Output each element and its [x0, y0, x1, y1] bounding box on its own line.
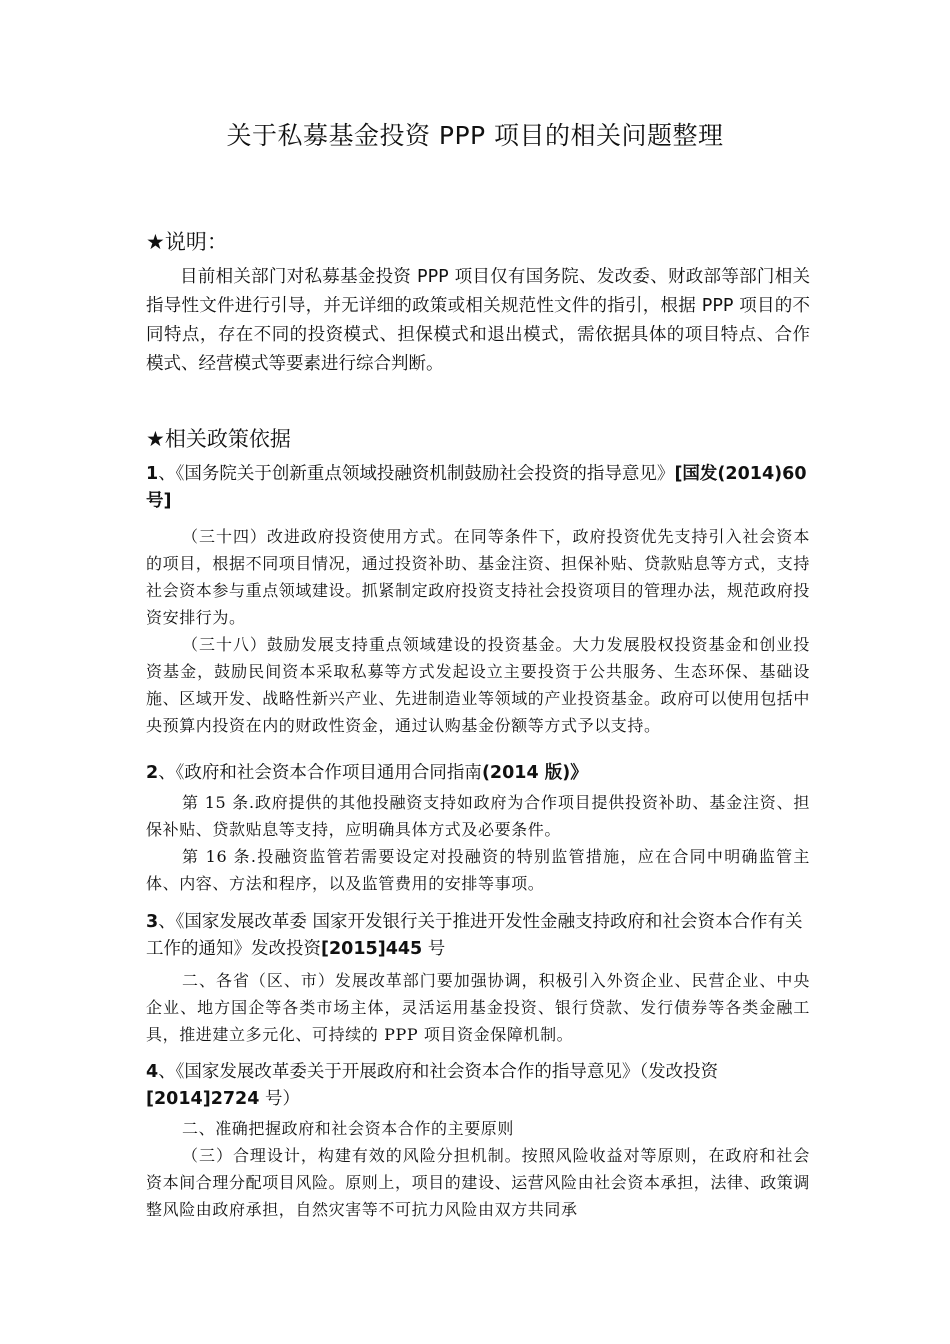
item-doc-number: [2015]445 — [321, 939, 423, 959]
item-title-suffix: 号） — [259, 1089, 300, 1109]
description-paragraph: 目前相关部门对私募基金投资 PPP 项目仅有国务院、发改委、财政部等部门相关指导性文件进行引导，并无详细的政策或相关规范性文件的指引，根据 PPP 项目的不同特点，存在不同的投资模式、担保模式和退出模式，需依据具体的项目特点、合作模式、经营模式等要素进行综合判断。 — [146, 267, 810, 374]
item-title-suffix: 号 — [422, 939, 446, 959]
policy-item-1 — [146, 461, 810, 739]
item-title-text: 、《国家发展改革委 国家开发银行关于推进开发性金融支持政府和社会资本合作有关工作的通知》发改投资 — [146, 912, 803, 959]
policy-item-4 — [146, 1059, 810, 1223]
policy-paragraph: 第 15 条.政府提供的其他投融资支持如政府为合作项目提供投资补助、基金注资、担保补贴、贷款贴息等支持，应明确具体方式及必要条件。 — [146, 793, 810, 839]
item-doc-number: (2014 版)》 — [481, 763, 588, 783]
policy-paragraph: 第 16 条.投融资监管若需要设定对投融资的特别监管措施，应在合同中明确监管主体、内容、方法和程序，以及监管费用的安排等事项。 — [146, 847, 810, 893]
policy-paragraph: （三）合理设计，构建有效的风险分担机制。按照风险收益对等原则，在政府和社会资本间合理分配项目风险。原则上，项目的建设、运营风险由社会资本承担，法律、政策调整风险由政府承担，自然灾害等不可抗力风险由双方共同承 — [146, 1146, 811, 1219]
policy-item-3 — [146, 909, 810, 1048]
item-doc-number: [2014]2724 — [146, 1089, 260, 1109]
policy-paragraph: 二、各省（区、市）发展改革部门要加强协调，积极引入外资企业、民营企业、中央企业、地方国企等各类市场主体，灵活运用基金投资、银行贷款、发行债券等各类金融工具，推进建立多元化、可持续的 PPP 项目资金保障机制。 — [146, 971, 810, 1044]
policy-paragraph: （三十四）改进政府投资使用方式。在同等条件下，政府投资优先支持引入社会资本的项目，根据不同项目情况，通过投资补助、基金注资、担保补贴、贷款贴息等方式，支持社会资本参与重点领域建设。抓紧制定政府投资支持社会投资项目的管理办法，规范政府投资安排行为。 — [146, 527, 811, 627]
item-title-text: 、《政府和社会资本合作项目通用合同指南 — [158, 763, 482, 783]
policy-paragraph: 二、准确把握政府和社会资本合作的主要原则 — [182, 1119, 515, 1138]
policy-item-2 — [146, 760, 810, 897]
item-number: 3 — [146, 912, 159, 932]
policy-item-title — [146, 1059, 810, 1113]
policy-paragraph: （三十八）鼓励发展支持重点领域建设的投资基金。大力发展股权投资基金和创业投资基金，鼓励民间资本采取私募等方式发起设立主要投资于公共服务、生态环保、基础设施、区域开发、战略性新兴产业、先进制造业等领域的产业投资基金。政府可以使用包括中央预算内投资在内的财政性资金，通过认购基金份额等方式予以支持。 — [146, 635, 811, 735]
policy-item-title — [146, 760, 810, 787]
policy-item-title — [146, 461, 810, 515]
item-title-text: 、《国家发展改革委关于开展政府和社会资本合作的指导意见》（发改投资 — [158, 1062, 719, 1082]
item-number: 4 — [146, 1062, 159, 1082]
item-title-text: 、《国务院关于创新重点领域投融资机制鼓励社会投资的指导意见》 — [158, 464, 675, 484]
item-number: 2 — [146, 763, 159, 783]
item-number: 1 — [146, 464, 159, 484]
item-doc-number: [国发(2014)60号] — [146, 464, 807, 511]
document-title: 关于私募基金投资 PPP 项目的相关问题整理 — [226, 121, 724, 150]
section-heading-policy-basis: ★相关政策依据 — [146, 427, 291, 451]
section-heading-description: ★说明： — [146, 230, 228, 254]
policy-item-title — [146, 909, 810, 963]
